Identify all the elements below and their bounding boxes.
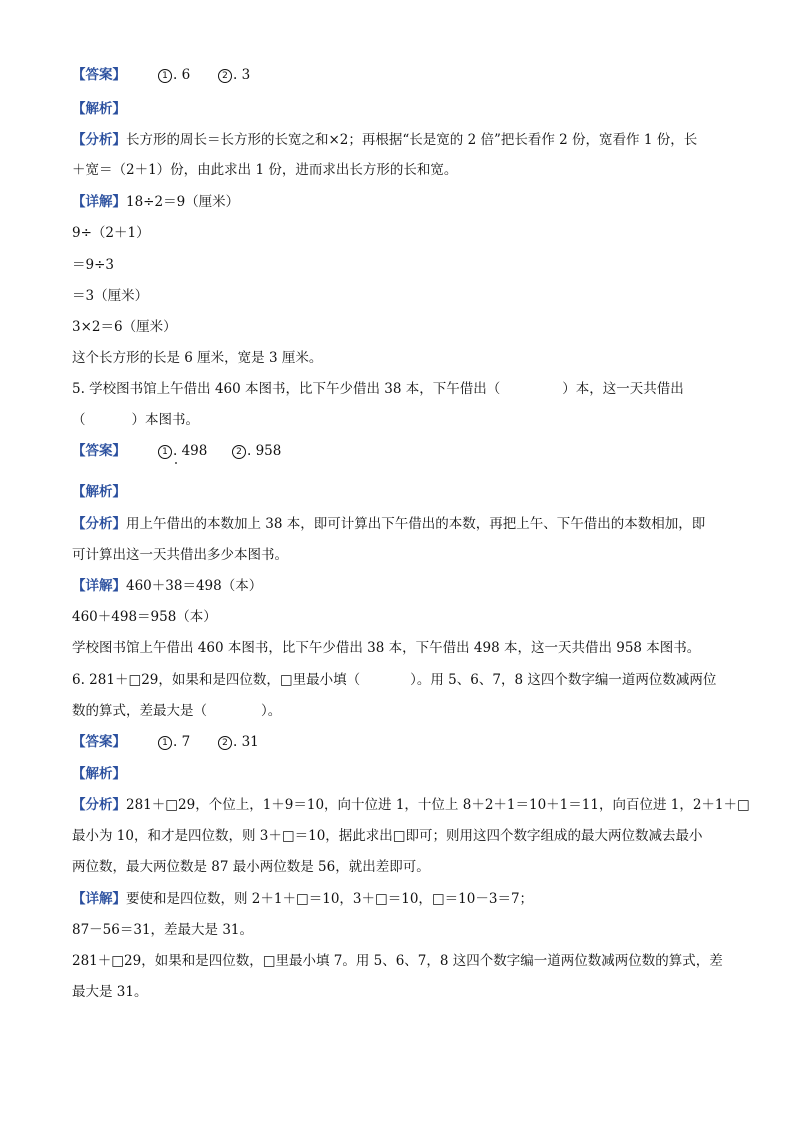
q6-stem-line2: 数的算式，差最大是（ ）。 [72,703,282,719]
q5-step1: 460＋498＝958（本） [72,609,217,625]
q4-step4: 3×2＝6（厘米） [72,319,177,335]
q5-answer-row [72,442,372,460]
circled-number-icon: 2 [218,736,232,750]
q5-stem-line1: 5. 学校图书馆上午借出 460 本图书，比下午少借出 38 本，下午借出（ ）本，这一天共借出 [72,381,684,397]
q6-conclusion-line2: 最大是 31。 [72,984,148,1000]
q4-conclusion: 这个长方形的长是 6 厘米，宽是 3 厘米。 [72,350,323,366]
q4-fenxi-line2: ＋宽＝（2＋1）份，由此求出 1 份，进而求出长方形的长和宽。 [72,162,458,178]
circled-number-icon: 1 [158,736,172,750]
circled-number-icon: 1 [158,69,172,83]
q4-answer-1: 1 . 6 [158,66,190,84]
q6-fenxi-line1: 【分析】281＋□29，个位上，1＋9＝10，向十位进 1，十位上 8＋2＋1＝10＋1＝11，向百位进 1，2＋1＋□ [72,797,750,813]
q6-answer-row [72,733,372,751]
q5-fenxi-line1: 【分析】用上午借出的本数加上 38 本，即可计算出下午借出的本数，再把上午、下午借出的本数相加，即 [72,516,706,532]
circled-number-icon: 2 [218,69,232,83]
q5-fenxi-line2: 可计算出这一天共借出多少本图书。 [72,547,288,563]
q5-detail-line1: 【详解】460＋38＝498（本） [72,578,263,594]
q6-fenxi-line2: 最小为 10，和才是四位数，则 3＋□＝10，据此求出□即可；则用这四个数字组成的最大两位数减去最小 [72,828,703,844]
q4-detail-line1: 【详解】18÷2＝9（厘米） [72,194,240,210]
q5-conclusion: 学校图书馆上午借出 460 本图书，比下午少借出 38 本，下午借出 498 本，这一天共借出 958 本图书。 [72,640,701,656]
answer-label: 【答案】 [72,67,126,83]
q6-conclusion-line1: 281＋□29，如果和是四位数，□里最小填 7。用 5、6、7，8 这四个数字编一道两位数减两位数的算式，差 [72,953,723,969]
q5-answer-2: 2 . 958 [232,442,281,460]
stray-dot [175,462,177,464]
q6-step1: 87－56＝31，差最大是 31。 [72,922,254,938]
q4-step3: ＝3（厘米） [72,288,149,304]
q6-fenxi-line3: 两位数，最大两位数是 87 最小两位数是 56，就出差即可。 [72,859,430,875]
q5-answer-1: 1 . 498 [158,442,207,460]
circled-number-icon: 2 [232,445,246,459]
q4-answer-row [72,66,372,84]
q6-answer-2: 2 . 31 [218,733,259,751]
circled-number-icon: 1 [158,445,172,459]
q4-step1: 9÷（2＋1） [72,225,150,241]
q5-stem-line2: （ ）本图书。 [72,412,199,428]
analysis-label: 【解析】 [72,101,126,117]
answer-label: 【答案】 [72,443,126,459]
analysis-label: 【解析】 [72,766,126,782]
analysis-label: 【解析】 [72,484,126,500]
answer-label: 【答案】 [72,734,126,750]
q4-answer-2: 2 . 3 [218,66,250,84]
q6-stem-line1: 6. 281＋□29，如果和是四位数，□里最小填（ ）。用 5、6、7，8 这四个数字编一道两位数减两位 [72,672,717,688]
q6-answer-1: 1 . 7 [158,733,190,751]
q6-detail-line1: 【详解】要使和是四位数，则 2＋1＋□＝10，3＋□＝10，□＝10－3＝7； [72,891,534,907]
q4-step2: ＝9÷3 [72,257,114,273]
q4-fenxi-line1: 【分析】长方形的周长＝长方形的长宽之和×2；再根据“长是宽的 2 倍”把长看作 2 份，宽看作 1 份，长 [72,132,698,148]
